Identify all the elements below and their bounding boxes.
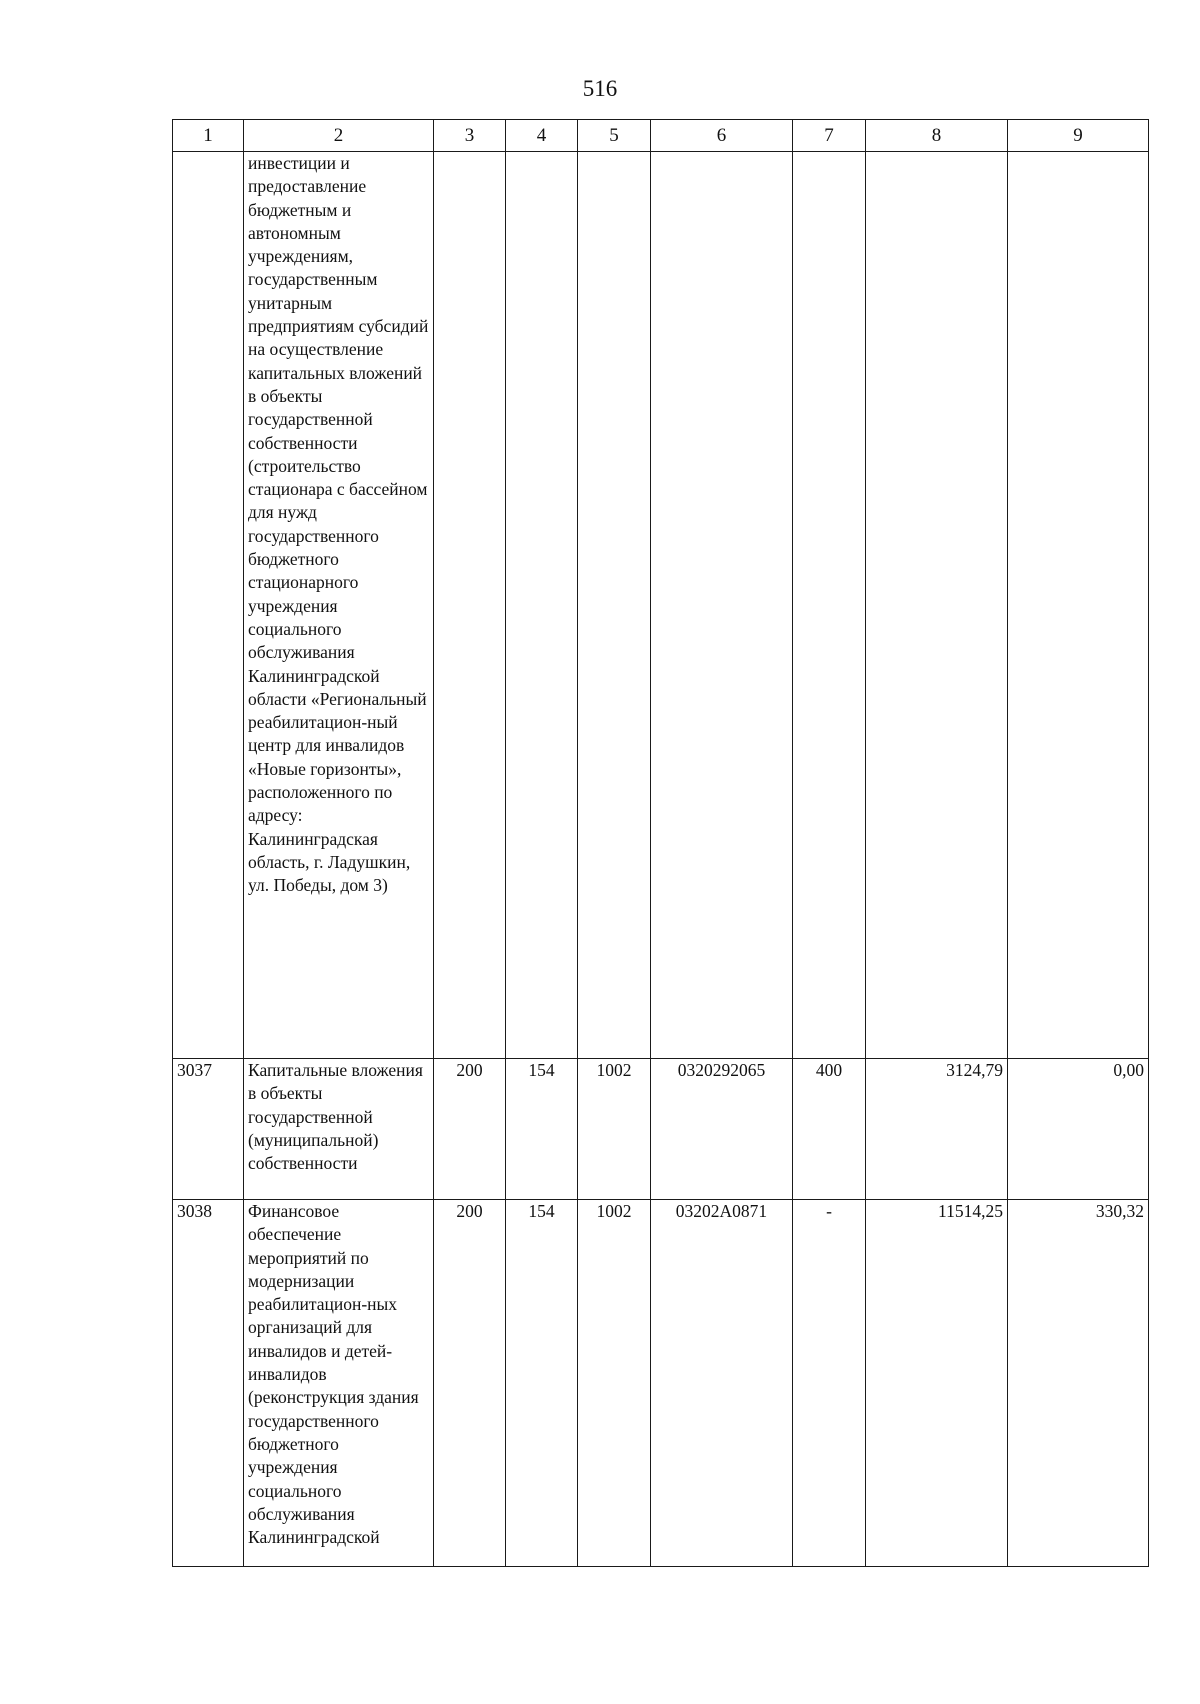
code-cell-6: 03202А0871: [651, 1200, 793, 1567]
description-cell: Финансовое обеспечение мероприятий по модернизации реабилитацион-ных организаций для инвалидов и детей-инвалидов (реконструкция здания государственного бюджетного учреждения социального обслуживания Калининградской: [244, 1200, 434, 1567]
column-header-4: 4: [506, 120, 578, 152]
code-cell-6: 0320292065: [651, 1059, 793, 1200]
amount-cell-8: 3124,79: [866, 1059, 1008, 1200]
page-number: 516: [582, 76, 618, 101]
description-cell: Капитальные вложения в объекты государственной (муниципальной) собственности: [244, 1059, 434, 1200]
table-row: [173, 1059, 1149, 1200]
code-cell-5: 1002: [578, 1059, 651, 1200]
amount-cell-8: 11514,25: [866, 1200, 1008, 1567]
code-cell-3: [434, 152, 506, 1059]
column-header-2: 2: [244, 120, 434, 152]
column-header-7: 7: [793, 120, 866, 152]
amount-cell-9: 330,32: [1008, 1200, 1149, 1567]
code-cell-6: [651, 152, 793, 1059]
row-number-cell: 3037: [173, 1059, 244, 1200]
amount-cell-9: [1008, 152, 1149, 1059]
code-cell-7: [793, 152, 866, 1059]
code-cell-5: [578, 152, 651, 1059]
code-cell-3: 200: [434, 1200, 506, 1567]
code-cell-3: 200: [434, 1059, 506, 1200]
code-cell-7: -: [793, 1200, 866, 1567]
column-header-3: 3: [434, 120, 506, 152]
code-cell-4: [506, 152, 578, 1059]
amount-cell-8: [866, 152, 1008, 1059]
table-header-row: [173, 120, 1149, 152]
row-number-cell: 3038: [173, 1200, 244, 1567]
table-row: [173, 1200, 1149, 1567]
table-row: [173, 152, 1149, 1059]
budget-table: [172, 119, 1149, 1567]
column-header-9: 9: [1008, 120, 1149, 152]
column-header-1: 1: [173, 120, 244, 152]
column-header-8: 8: [866, 120, 1008, 152]
code-cell-4: 154: [506, 1200, 578, 1567]
code-cell-4: 154: [506, 1059, 578, 1200]
column-header-6: 6: [651, 120, 793, 152]
column-header-5: 5: [578, 120, 651, 152]
code-cell-5: 1002: [578, 1200, 651, 1567]
row-number-cell: [173, 152, 244, 1059]
description-cell: инвестиции и предоставление бюджетным и автономным учреждениям, государственным унитарным предприятиям субсидий на осуществление капитальных вложений в объекты государственной собственности (строительство стационара с бассейном для нужд государственного бюджетного стационарного учреждения социального обслуживания Калининградской области «Региональный реабилитацион-ный центр для инвалидов «Новые горизонты», расположенного по адресу: Калининградская область, г. Ладушкин, ул. Победы, дом 3): [244, 152, 434, 1059]
code-cell-7: 400: [793, 1059, 866, 1200]
amount-cell-9: 0,00: [1008, 1059, 1149, 1200]
